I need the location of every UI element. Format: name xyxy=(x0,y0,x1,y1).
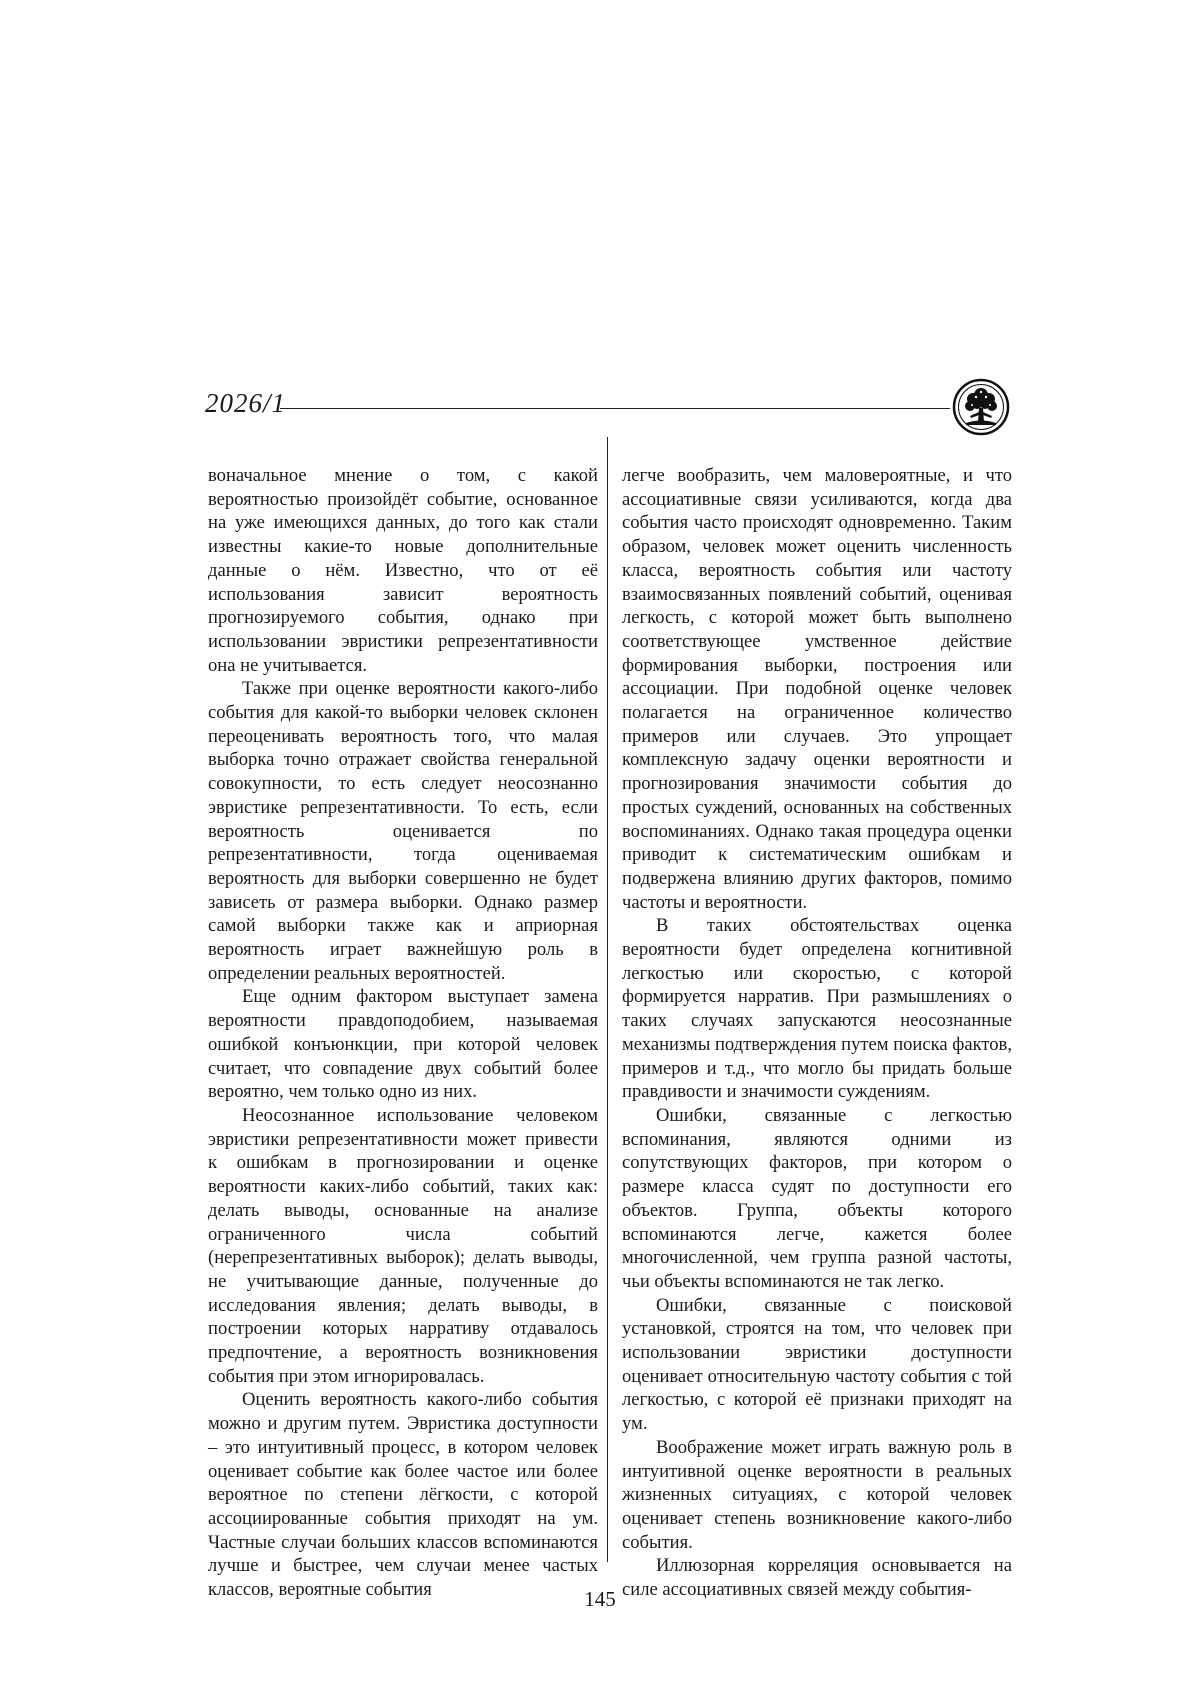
left-column xyxy=(208,464,598,1602)
paragraph: В таких обстоятельствах оценка вероятности будет определена когнитивной легкостью или скоростью, с которой формируется нарратив. При размышлениях о таких случаях запускаются неосознанные механизмы подтверждения путем поиска фактов, примеров и т.д., что могло бы придать больше правдивости и значимости суждениям. xyxy=(622,915,1012,1103)
page-number: 145 xyxy=(584,1587,616,1611)
paragraph: Также при оценке вероятности какого-либо события для какой-то выборки человек склонен переоценивать вероятность того, что малая выборка точно отражает свойства генеральной совокупности, то есть следует неосознанно эвристике репрезентативности. То есть, если вероятность оценивается по репрезентативности, тогда оцениваемая вероятность для выборки совершенно не будет зависеть от размера выборки. Однако размер самой выборки также как и априорная вероятность играет важнейшую роль в определении реальных вероятностей. xyxy=(208,678,598,984)
column-divider xyxy=(607,437,608,1562)
paragraph: Ошибки, связанные с легкостью вспоминания, являются одними из сопутствующих факторов, при котором о размере класса судят по доступности его объектов. Группа, объекты которого вспоминаются легче, кажется более многочисленной, чем группа разной частоты, чьи объекты вспоминаются не так легко. xyxy=(622,1104,1012,1292)
right-column xyxy=(622,464,1012,1602)
paragraph: Иллюзорная корреляция основывается на силе ассоциативных связей между события- xyxy=(622,1555,1012,1601)
paragraph: Ошибки, связанные с поисковой установкой, строятся на том, что человек при использовании эвристики доступности оценивает относительную частоту события с той легкостью, с которой её признаки приходят на ум. xyxy=(622,1294,1012,1435)
paragraph: легче вообразить, чем маловероятные, и что ассоциативные связи усиливаются, когда два события часто происходят одновременно. Таким образом, человек может оценить численность класса, вероятность события или частоту взаимосвязанных появлений событий, оценивая легкость, с которой может быть выполнено соответствующее умственное действие формирования выборки, построения или ассоциации. При подобной оценке человек полагается на ограниченное количество примеров или случаев. Это упрощает комплексную задачу оценки вероятности и прогнозирования значимости события до простых суждений, основанных на собственных воспоминаниях. Однако такая процедура оценки приводит к систематическим ошибкам и подвержена влиянию других факторов, помимо частоты и вероятности. xyxy=(622,465,1012,913)
paragraph: Оценить вероятность какого-либо события можно и другим путем. Эвристика доступности – это интуитивный процесс, в котором человек оценивает событие как более частое или более вероятное по степени лёгкости, с которой ассоциированные события приходят на ум. Частные случаи больших классов вспоминаются лучше и быстрее, чем случаи менее частых классов, вероятные события xyxy=(208,1389,598,1601)
header-rule xyxy=(280,408,950,409)
paragraph: Еще одним фактором выступает замена вероятности правдоподобием, называемая ошибкой конъюнкции, при которой человек считает, что совпадение двух событий более вероятно, чем только одно из них. xyxy=(208,986,598,1103)
paragraph: Неосознанное использование человеком эвристики репрезентативности может привести к ошибкам в прогнозировании и оценке вероятности каких-либо событий, таких как: делать выводы, основанные на анализе ограниченного числа событий (нерепрезентативных выборок); делать выводы, не учитывающие данные, полученные до исследования явления; делать выводы, в построении которых нарративу отдавалось предпочтение, а вероятность возникновения события при этом игнорировалась. xyxy=(208,1104,598,1387)
running-header xyxy=(205,378,1010,438)
paragraph: воначальное мнение о том, с какой вероятностью произойдёт событие, основанное на уже имеющихся данных, до того как стали известны какие-то новые дополнительные данные о нём. Известно, что от её использования зависит вероятность прогнозируемого события, однако при использовании эвристики репрезентативности она не учитывается. xyxy=(208,465,598,676)
paragraph: Воображение может играть важную роль в интуитивной оценке вероятности в реальных жизненных ситуациях, с которой человек оценивает степень возникновение какого-либо события. xyxy=(622,1436,1012,1553)
issue-number: 2026/1 xyxy=(205,388,287,418)
tree-emblem-icon xyxy=(952,378,1010,436)
